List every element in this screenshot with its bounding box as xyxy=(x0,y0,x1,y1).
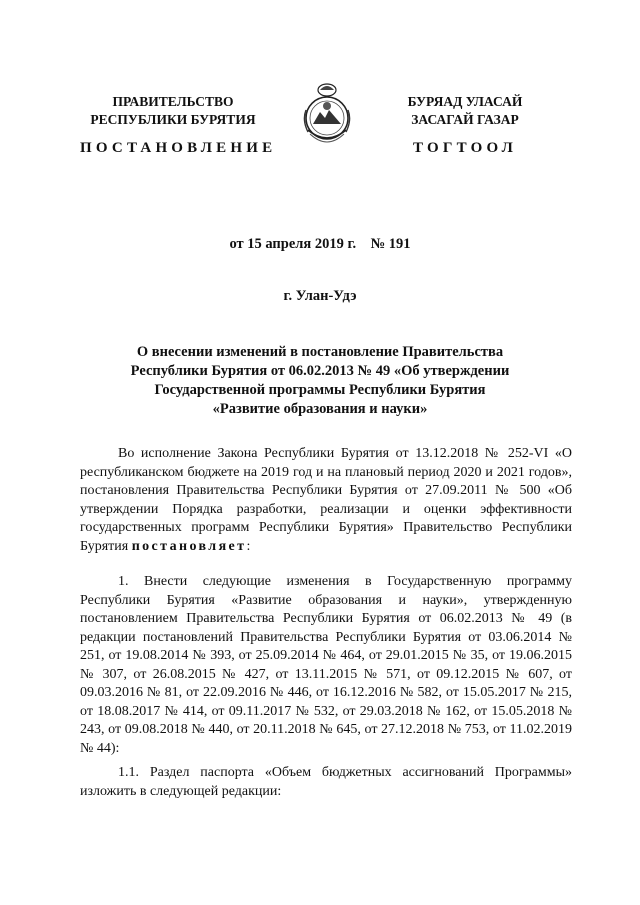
document-type-bua: ТОГТООЛ xyxy=(413,140,517,156)
document-heading xyxy=(90,343,550,419)
heading-line4: «Развитие образования и науки» xyxy=(212,401,428,417)
heading-line1: О внесении изменений в постановление Правительства xyxy=(136,344,504,360)
date-number-line: от 15 апреля 2019 г. № 191 xyxy=(229,236,411,252)
heading-line2: Республики Бурятия от 06.02.2013 № 49 «Об утверждении xyxy=(130,363,510,379)
header-left-line1: ПРАВИТЕЛЬСТВО xyxy=(112,94,234,109)
header-left-line2: РЕСПУБЛИКИ БУРЯТИЯ xyxy=(90,112,256,127)
government-header-bua xyxy=(380,93,550,129)
city-line: г. Улан-Удэ xyxy=(283,288,357,304)
paragraph-preamble xyxy=(80,445,572,556)
paragraph-item-1 xyxy=(80,573,572,758)
heading-line3: Государственной программы Республики Бурятия xyxy=(154,382,486,398)
resolves-word: постановляет xyxy=(131,538,247,554)
item-1-text: 1. Внести следующие изменения в Государственную программу Республики Бурятия «Развитие образования и науки», утвержденную постановлением Правительства Республики Бурятия от 06.02.2013 № 49 (в редакции постановлений Правительства Республики Бурятия от 03.06.2014 № 251, от 19.08.2014 № 393, от 25.09.2014 № 464, от 29.01.2015 № 35, от 19.06.2015 № 307, от 26.08.2015 № 427, от 13.11.2015 № 571, от 09.12.2015 № 607, от 09.03.2016 № 81, от 22.09.2016 № 446, от 16.12.2016 № 582, от 15.05.2017 № 215, от 18.08.2017 № 414, от 09.11.2017 № 532, от 29.03.2018 № 162, от 15.05.2018 № 243, от 09.08.2018 № 440, от 20.11.2018 № 645, от 27.12.2018 № 753, от 11.02.2019 № 44): xyxy=(80,574,572,756)
paragraph-item-1-1 xyxy=(80,764,572,801)
header-right-line1: БУРЯАД УЛАСАЙ xyxy=(407,94,523,109)
coat-of-arms-emblem xyxy=(298,80,356,152)
document-type-ru: ПОСТАНОВЛЕНИЕ xyxy=(80,140,277,156)
header-right-line2: ЗАСАГАЙ ГАЗАР xyxy=(411,112,519,127)
preamble-end: : xyxy=(246,538,251,554)
item-1-1-text: 1.1. Раздел паспорта «Объем бюджетных ассигнований Программы» изложить в следующей редакции: xyxy=(80,765,572,799)
preamble-text: Во исполнение Закона Республики Бурятия от 13.12.2018 № 252-VI «О республиканском бюджете на 2019 год и на плановый период 2020 и 2021 годов», постановления Правительства Республики Бурятия от 27.09.2011 № 500 «Об утверждении Порядка разработки, реализации и оценки эффективности государственных программ Республики Бурятия» Правительство Республики Бурятия xyxy=(80,446,572,554)
government-header-ru xyxy=(78,93,268,129)
